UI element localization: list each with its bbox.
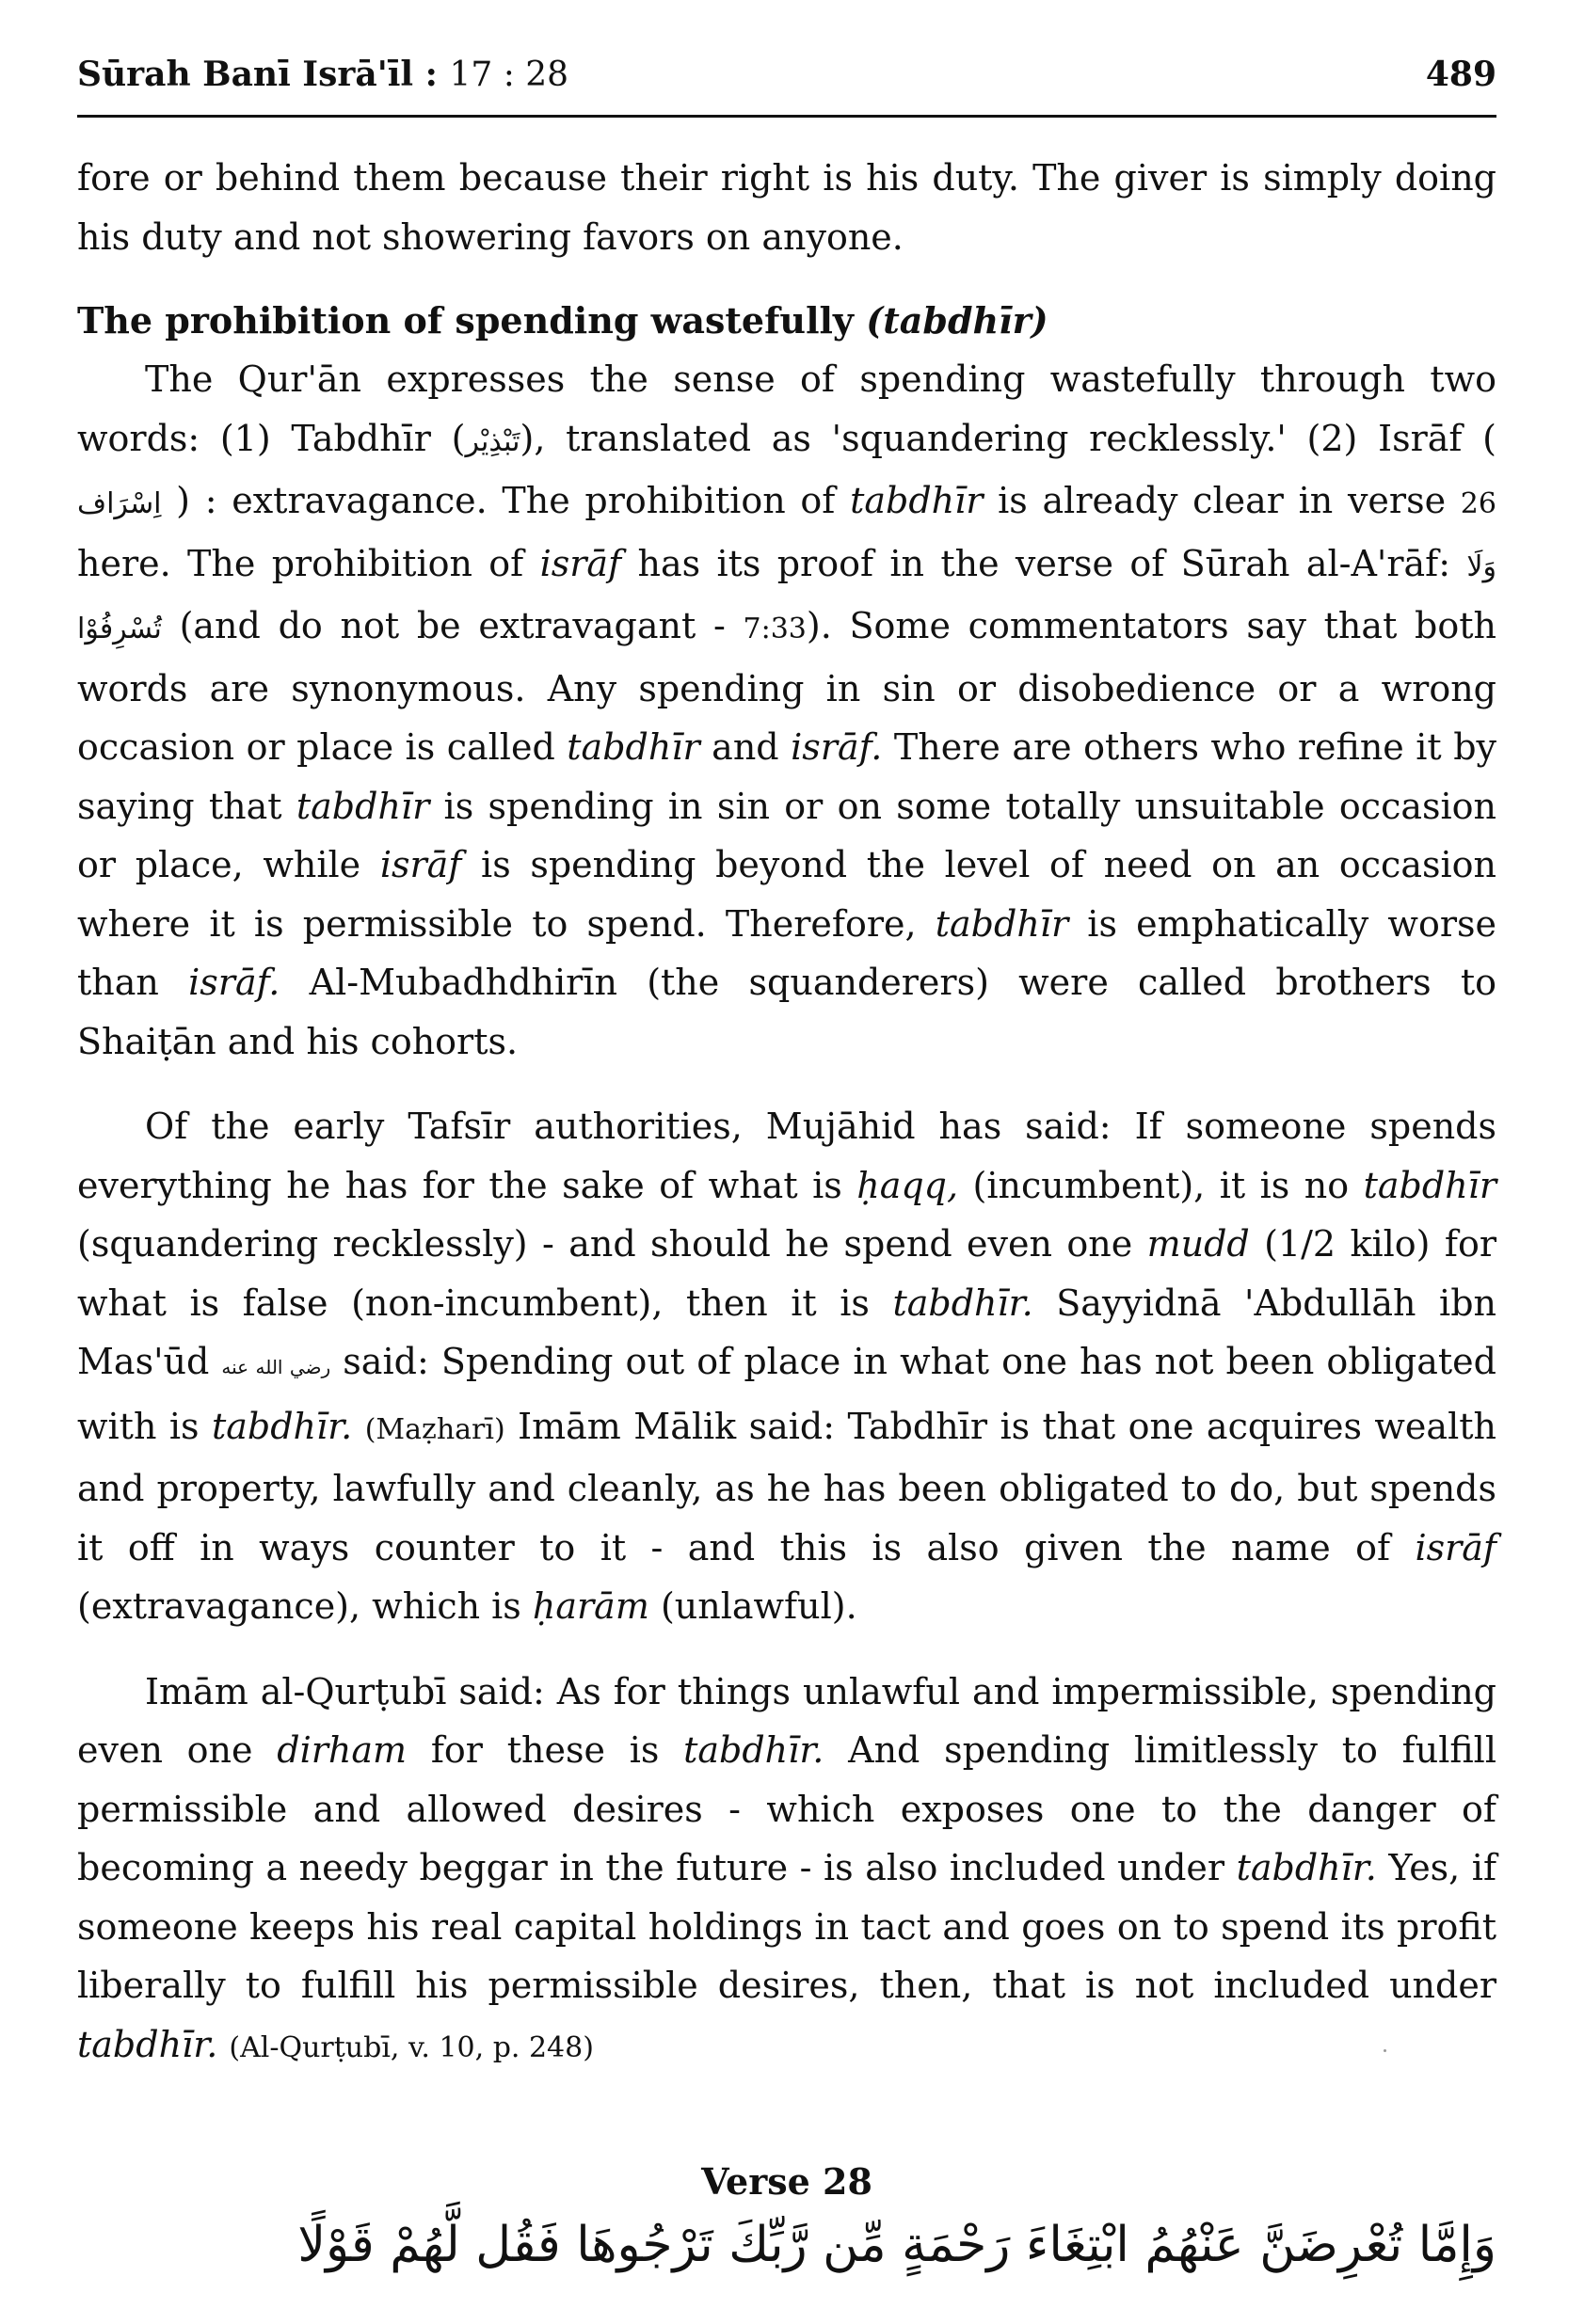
italic-term: tabdhīr [296,785,430,827]
text-run: Imām al-Qurṭubī said: As for things unlawful and impermissible, spending even one [77,1670,1496,1771]
text-run: (unlawful). [648,1585,857,1627]
verse-number: 26 [1460,487,1496,520]
text-run: and [699,726,792,768]
text-run: Yes, if someone keeps his real capital holdings in tact and goes on to spend its profit liberally to fulfill his permissible desires, then, that is not included under [77,1847,1497,2006]
paragraph-continued: fore or behind them because their right is his duty. The giver is simply doing his duty and not showering favors on anyone. [77,157,1496,258]
running-title [77,55,568,94]
text-run: Sayyidnā 'Abdullāh ibn Mas'ūd [77,1281,1496,1382]
italic-term: tabdhīr [1363,1164,1496,1206]
arabic-word-tabdhir: تَبْذِيْر [465,424,520,458]
italic-term: tabdhīr. [77,2023,218,2065]
italic-term: tabdhīr [850,480,984,521]
text-run: And spending limitlessly to fulfill permissible and allowed desires - which exposes one to the danger of becoming a needy beggar in the future - is also included under [77,1729,1496,1888]
italic-term: tabdhīr. [1236,1847,1377,1888]
text-run: Al-Mubadhdhirīn (the squanderers) were called brothers to Shaiṭān and his cohorts. [77,962,1497,1062]
italic-term: tabdhīr. [683,1729,824,1771]
arabic-verse-text: وَإِمَّا تُعْرِضَنَّ عَنْهُمُ ابْتِغَاءَ رَحْمَةٍ مِّن رَّبِّكَ تَرْجُوهَا فَقُل لَّهُمْ قَوْلًا [297,2216,1496,2273]
italic-term: ḥaqq, [856,1164,959,1206]
text-run: here. The prohibition of [77,542,540,584]
italic-term: isrāf [539,542,622,584]
italic-term: tabdhīr [935,902,1069,945]
text-run: (and do not be extravagant - [161,605,744,646]
text-run: (1/2 kilo) for what is false (non-incumbent), then it is [77,1223,1496,1324]
italic-term: tabdhīr [567,726,700,768]
text-run: (extravagance), which is [77,1585,533,1627]
body-text [77,149,1496,2278]
source-citation: (Maẓharī) [364,1412,505,1446]
italic-term: isrāf [1415,1526,1496,1568]
paragraph-tabdhir-israf [77,350,1496,1071]
text-run: (squandering recklessly) - and should he spend even one [77,1223,1147,1265]
text-run: Of the early Tafsīr authorities, Mujāhid has said: If someone spends everything he has for the sake of what is [77,1106,1496,1206]
text-run: Imām Mālik said: Tabdhīr is that one acquires wealth and property, lawfully and cleanly, as he has been obligated to do, but spends it off in ways counter to it - and this is also given the name of [77,1405,1496,1568]
arabic-phrase: وَلَا تُسْرِفُوْا [77,549,1496,645]
text-run: ), translated as 'squandering recklessly.' (2) Isrāf ( [520,417,1496,459]
text-run: ). Some commentators say that both words are synonymous. Any spending in sin or disobedience or a wrong occasion or place is called [77,605,1497,768]
text-run: said: Spending out of place in what one has not been obligated with is [77,1341,1496,1447]
verse-reference: 17 : 28 [449,56,569,94]
page-header [77,51,1496,118]
italic-term: isrāf [379,844,462,885]
verse-heading: Verse 28 [701,2160,872,2203]
text-run: There are others who refine it by saying that [77,726,1496,827]
surah-title: Sūrah Banī Isrā'īl : [77,55,450,94]
italic-term: dirham [277,1729,408,1771]
paragraph-mujahid [77,1097,1496,1636]
italic-term: tabdhīr. [892,1281,1033,1324]
section-heading-text: The prohibition of spending wastefully [77,299,867,342]
verse-citation: 7:33 [743,613,807,645]
text-run: is already clear in verse [983,480,1461,521]
text-run: (incumbent), it is no [958,1164,1364,1206]
text-run: for these is [407,1729,684,1771]
text-run: has its proof in the verse of Sūrah al-A'rāf: [621,542,1467,584]
paragraph-qurtubi [77,1663,1496,2078]
italic-term: mudd [1146,1223,1250,1265]
arabic-word-israf: اِسْرَاف [77,487,162,520]
text-run: is spending in sin or on some totally unsuitable occasion or place, while [77,785,1497,885]
page-number: 489 [1425,55,1496,94]
italic-term: isrāf. [791,726,883,768]
italic-term: isrāf. [188,962,280,1003]
text-run: ) : extravagance. The prohibition of [161,480,851,521]
italic-term: ḥarām [532,1585,649,1627]
honorific-glyph: رضي الله عنه [221,1356,331,1378]
text-run: is spending beyond the level of need on an occasion where it is permissible to spend. Therefore, [77,844,1496,945]
section-heading [77,292,1496,350]
scan-speck [1384,2049,1386,2052]
source-citation: (Al-Qurṭubī, v. 10, p. 248) [229,2030,594,2064]
text-run: The Qur'ān expresses the sense of spending wastefully through two words: (1) Tabdhīr ( [77,358,1496,459]
section-heading-term: (tabdhīr) [866,299,1048,342]
text-run: is emphatically worse than [77,902,1496,1003]
italic-term: tabdhīr. [211,1405,353,1447]
